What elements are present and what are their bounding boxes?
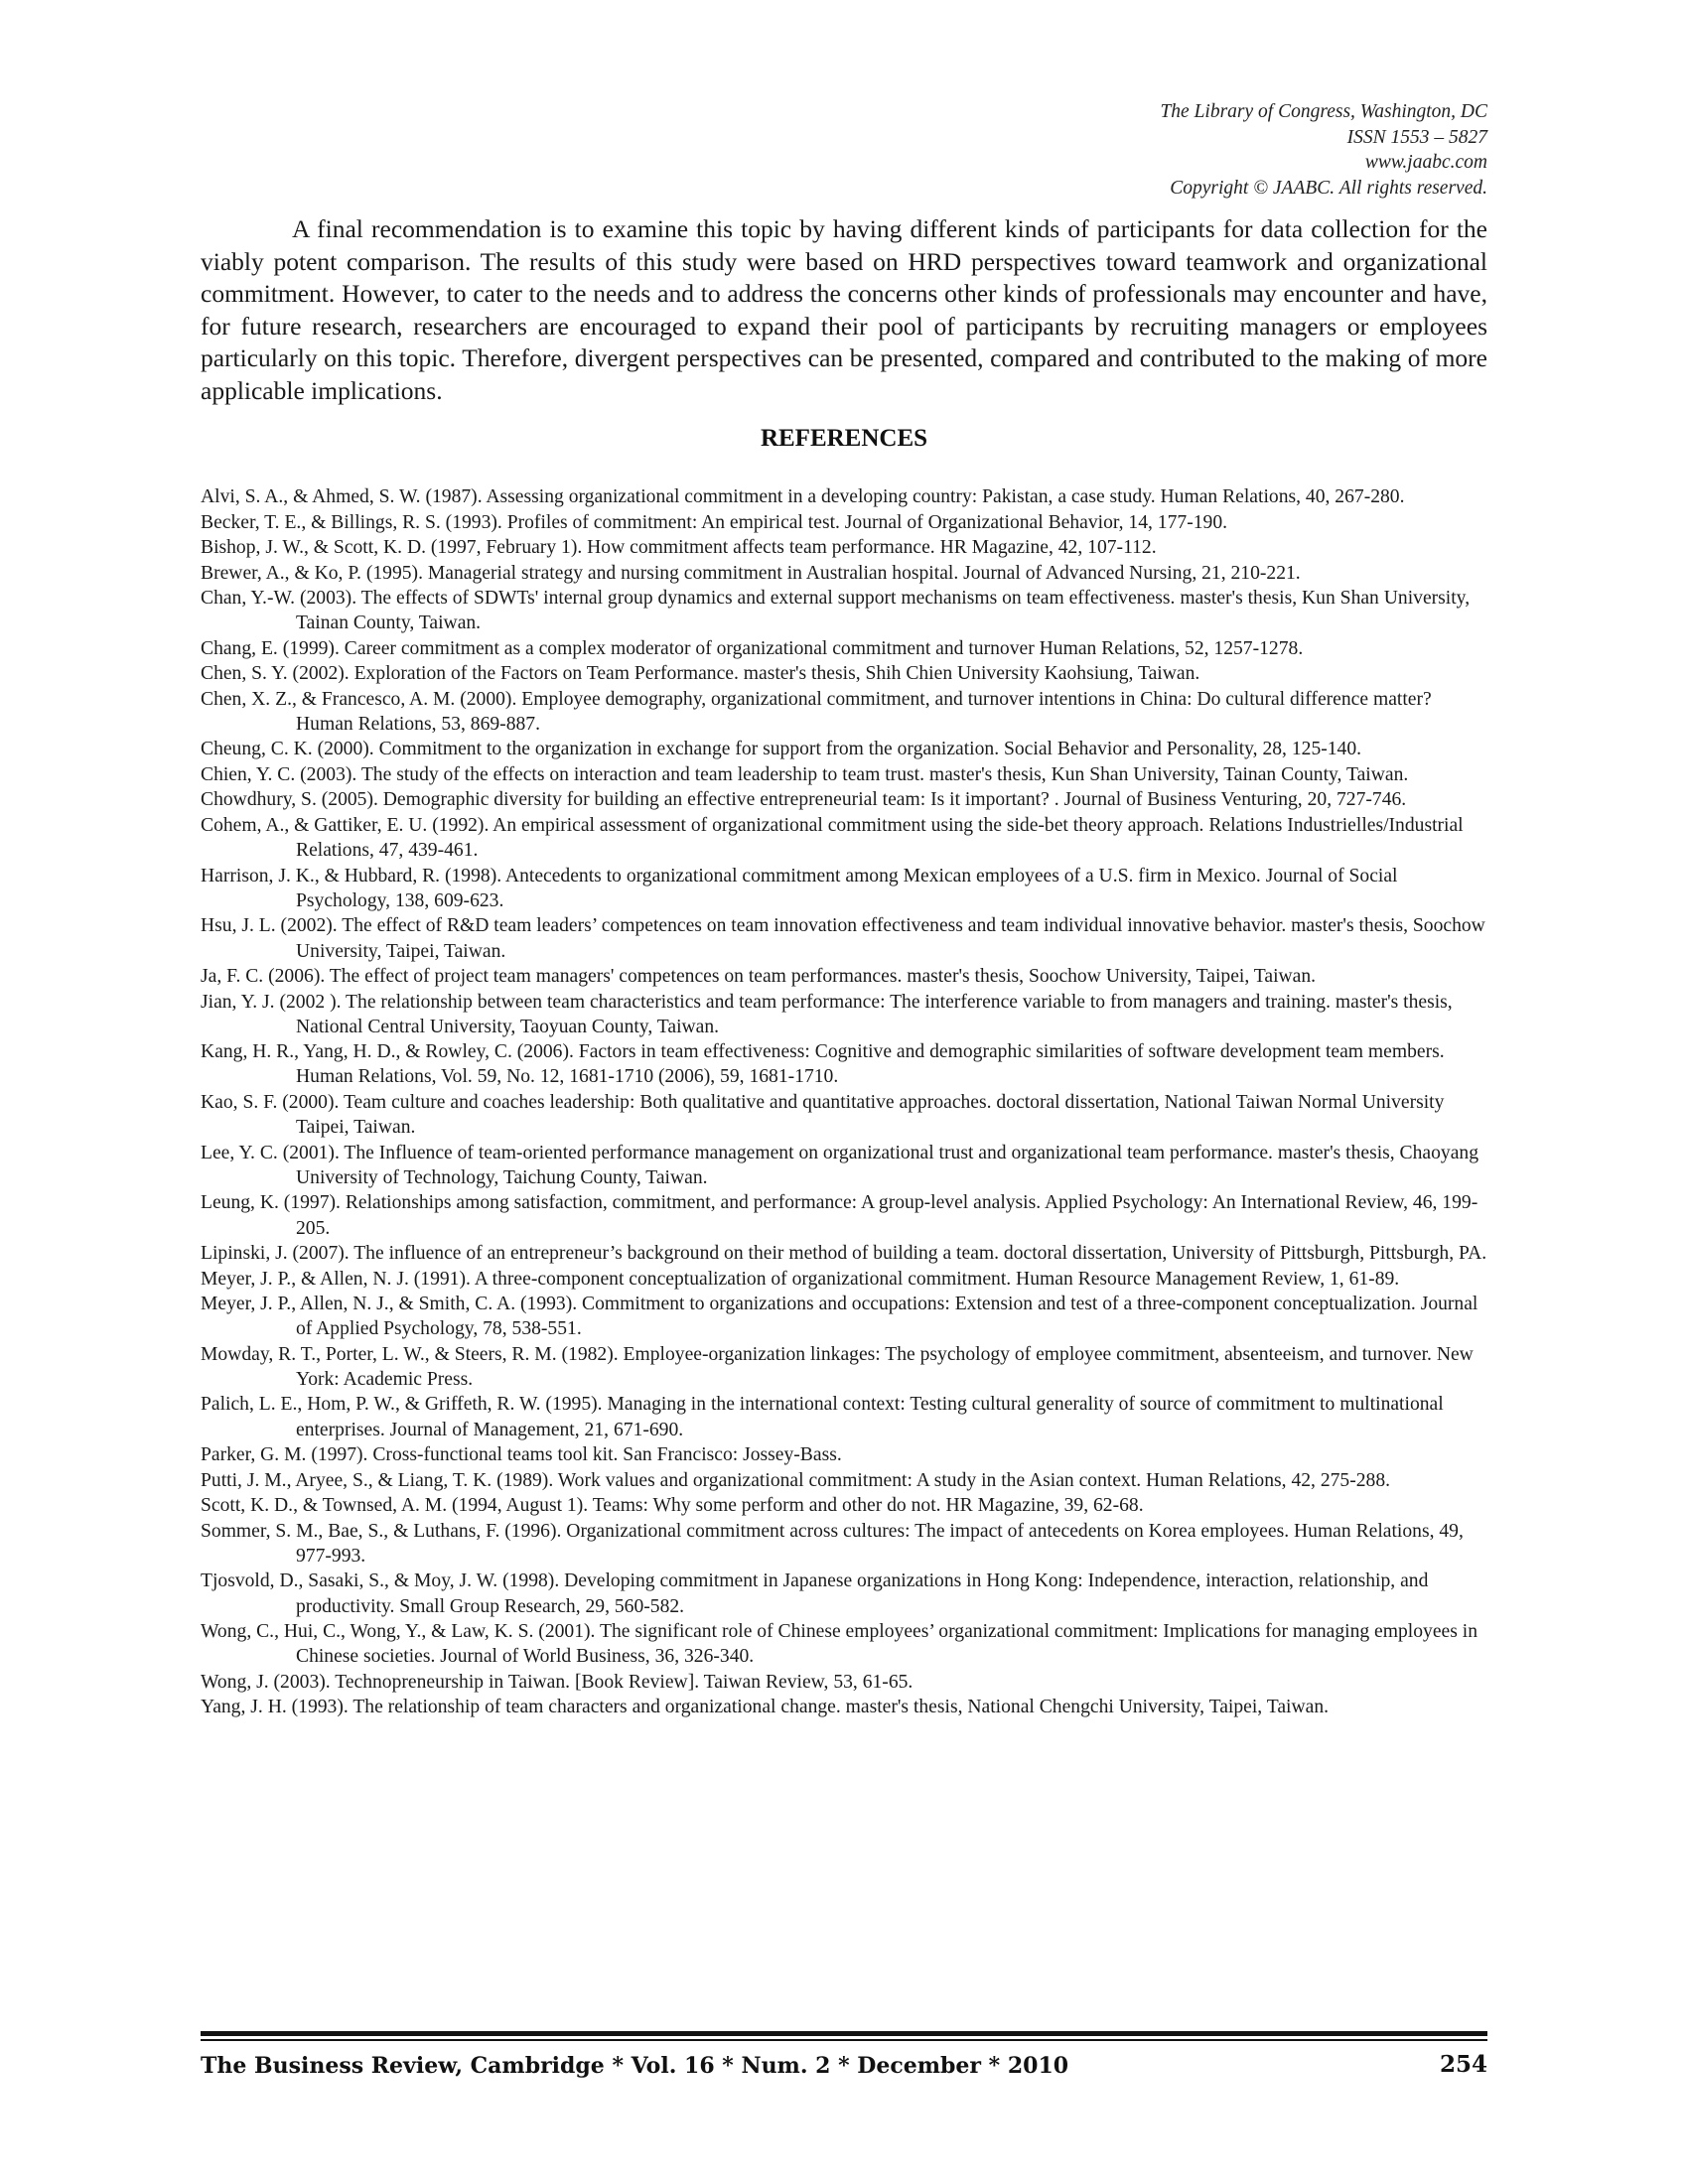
footer-rule-thin <box>201 2039 1487 2041</box>
reference-entry: Bishop, J. W., & Scott, K. D. (1997, February 1). How commitment affects team performance. HR Magazine, 42, 107-112. <box>201 537 1157 558</box>
header-website-line: www.jaabc.com <box>1364 152 1487 173</box>
footer-journal-citation: The Business Review, Cambridge * Vol. 16 * Num. 2 * December * 2010 <box>201 2053 1069 2079</box>
references-list <box>201 484 1489 1720</box>
reference-entry: Harrison, J. K., & Hubbard, R. (1998). Antecedents to organizational commitment among Mexican employees of a U.S. firm in Mexico. Journal of Social Psychology, 138, 609-623. <box>201 865 1398 911</box>
reference-entry: Wong, J. (2003). Technopreneurship in Taiwan. [Book Review]. Taiwan Review, 53, 61-65. <box>201 1671 914 1693</box>
reference-entry: Putti, J. M., Aryee, S., & Liang, T. K. (1989). Work values and organizational commitment: A study in the Asian context. Human Relations, 42, 275-288. <box>201 1469 1391 1491</box>
reference-entry: Cohem, A., & Gattiker, E. U. (1992). An empirical assessment of organizational commitment using the side-bet theory approach. Relations Industrielles/Industrial Relations, 47, 439-461. <box>201 814 1464 862</box>
reference-entry: Meyer, J. P., Allen, N. J., & Smith, C. A. (1993). Commitment to organizations and occupations: Extension and test of a three-component conceptualization. Journal of Applied Psychology, 78, 538-551. <box>201 1294 1478 1340</box>
reference-entry: Chowdhury, S. (2005). Demographic diversity for building an effective entrepreneurial team: Is it important? . Journal of Business Venturing, 20, 727-746. <box>201 789 1407 811</box>
reference-entry: Lipinski, J. (2007). The influence of an entrepreneur’s background on their method of building a team. doctoral dissertation, University of Pittsburgh, Pittsburgh, PA. <box>201 1243 1487 1265</box>
reference-entry: Chang, E. (1999). Career commitment as a complex moderator of organizational commitment and turnover Human Relations, 52, 1257-1278. <box>201 637 1304 659</box>
reference-entry: Cheung, C. K. (2000). Commitment to the organization in exchange for support from the organization. Social Behavior and Personality, 28, 125-140. <box>201 739 1362 760</box>
reference-entry: Becker, T. E., & Billings, R. S. (1993). Profiles of commitment: An empirical test. Journal of Organizational Behavior, 14, 177-190. <box>201 511 1228 533</box>
header-copyright-line: Copyright © JAABC. All rights reserved. <box>1170 177 1487 199</box>
reference-entry: Hsu, J. L. (2002). The effect of R&D team leaders’ competences on team innovation effectiveness and team individual innovative behavior. master's thesis, Soochow University, Taipei, Taiwan. <box>201 915 1485 962</box>
journal-header <box>1160 99 1487 201</box>
reference-entry: Yang, J. H. (1993). The relationship of team characters and organizational change. master's thesis, National Chengchi University, Taipei, Taiwan. <box>201 1697 1330 1718</box>
reference-entry: Tjosvold, D., Sasaki, S., & Moy, J. W. (1998). Developing commitment in Japanese organizations in Hong Kong: Independence, interaction, relationship, and productivity. Small Group Research, 29, 560-582. <box>201 1570 1429 1617</box>
reference-entry: Ja, F. C. (2006). The effect of project team managers' competences on team performances. master's thesis, Soochow University, Taipei, Taiwan. <box>201 966 1317 988</box>
footer-rule-thick <box>201 2031 1487 2036</box>
reference-entry: Lee, Y. C. (2001). The Influence of team-oriented performance management on organizational trust and organizational team performance. master's thesis, Chaoyang University of Technology, Taichung County, Taiwan. <box>201 1142 1479 1188</box>
header-library-line: The Library of Congress, Washington, DC <box>1160 101 1487 122</box>
reference-entry: Palich, L. E., Hom, P. W., & Griffeth, R. W. (1995). Managing in the international context: Testing cultural generality of source of commitment to multinational enterprises. Journal of Management, 21, 671-690. <box>201 1394 1444 1440</box>
reference-entry: Chen, X. Z., & Francesco, A. M. (2000). Employee demography, organizational commitment, and turnover intentions in China: Do cultural difference matter? Human Relations, 53, 869-887. <box>201 688 1432 735</box>
references-heading: REFERENCES <box>760 425 928 452</box>
reference-entry: Meyer, J. P., & Allen, N. J. (1991). A three-component conceptualization of organizational commitment. Human Resource Management Review, 1, 61-89. <box>201 1268 1400 1290</box>
reference-entry: Wong, C., Hui, C., Wong, Y., & Law, K. S. (2001). The significant role of Chinese employees’ organizational commitment: Implications for managing employees in Chinese societies. Journal of World Business, 36, 326-340. <box>201 1621 1477 1668</box>
body-paragraph: A final recommendation is to examine this topic by having different kinds of participants for data collection for the viably potent comparison. The results of this study were based on HRD perspectives toward teamwork and organizational commitment. However, to cater to the needs and to address the concerns other kinds of professionals may encounter and have, for future research, researchers are encouraged to expand their pool of participants by recruiting managers or employees particularly on this topic. Therefore, divergent perspectives can be presented, compared and contributed to the making of more applicable implications. <box>201 214 1487 405</box>
header-issn-line: ISSN 1553 – 5827 <box>1346 126 1487 148</box>
reference-entry: Mowday, R. T., Porter, L. W., & Steers, R. M. (1982). Employee-organization linkages: The psychology of employee commitment, absenteeism, and turnover. New York: Academic Press. <box>201 1343 1474 1390</box>
reference-entry: Kang, H. R., Yang, H. D., & Rowley, C. (2006). Factors in team effectiveness: Cognitive and demographic similarities of software development team members. Human Relations, Vol. 59, No. 12, 1681-1710 (2006), 59, 1681-1710. <box>201 1041 1445 1088</box>
reference-entry: Brewer, A., & Ko, P. (1995). Managerial strategy and nursing commitment in Australian hospital. Journal of Advanced Nursing, 21, 210-221. <box>201 562 1301 584</box>
reference-entry: Kao, S. F. (2000). Team culture and coaches leadership: Both qualitative and quantitative approaches. doctoral dissertation, National Taiwan Normal University Taipei, Taiwan. <box>201 1091 1445 1139</box>
reference-entry: Scott, K. D., & Townsed, A. M. (1994, August 1). Teams: Why some perform and other do not. HR Magazine, 39, 62-68. <box>201 1495 1144 1517</box>
reference-entry: Chen, S. Y. (2002). Exploration of the Factors on Team Performance. master's thesis, Shih Chien University Kaohsiung, Taiwan. <box>201 663 1200 685</box>
reference-entry: Sommer, S. M., Bae, S., & Luthans, F. (1996). Organizational commitment across cultures: The impact of antecedents on Korea employees. Human Relations, 49, 977-993. <box>201 1520 1464 1567</box>
footer-page-number: 254 <box>1439 2051 1487 2078</box>
reference-entry: Parker, G. M. (1997). Cross-functional teams tool kit. San Francisco: Jossey-Bass. <box>201 1444 842 1466</box>
reference-entry: Chan, Y.-W. (2003). The effects of SDWTs' internal group dynamics and external support mechanisms on team effectiveness. master's thesis, Kun Shan University, Tainan County, Taiwan. <box>201 588 1471 634</box>
reference-entry: Alvi, S. A., & Ahmed, S. W. (1987). Assessing organizational commitment in a developing country: Pakistan, a case study. Human Relations, 40, 267-280. <box>201 486 1405 507</box>
reference-entry: Chien, Y. C. (2003). The study of the effects on interaction and team leadership to team trust. master's thesis, Kun Shan University, Tainan County, Taiwan. <box>201 763 1409 785</box>
reference-entry: Jian, Y. J. (2002 ). The relationship between team characteristics and team performance: The interference variable to from managers and training. master's thesis, National Central University, Taoyuan County, Taiwan. <box>201 991 1453 1037</box>
reference-entry: Leung, K. (1997). Relationships among satisfaction, commitment, and performance: A group-level analysis. Applied Psychology: An International Review, 46, 199-205. <box>201 1192 1478 1239</box>
